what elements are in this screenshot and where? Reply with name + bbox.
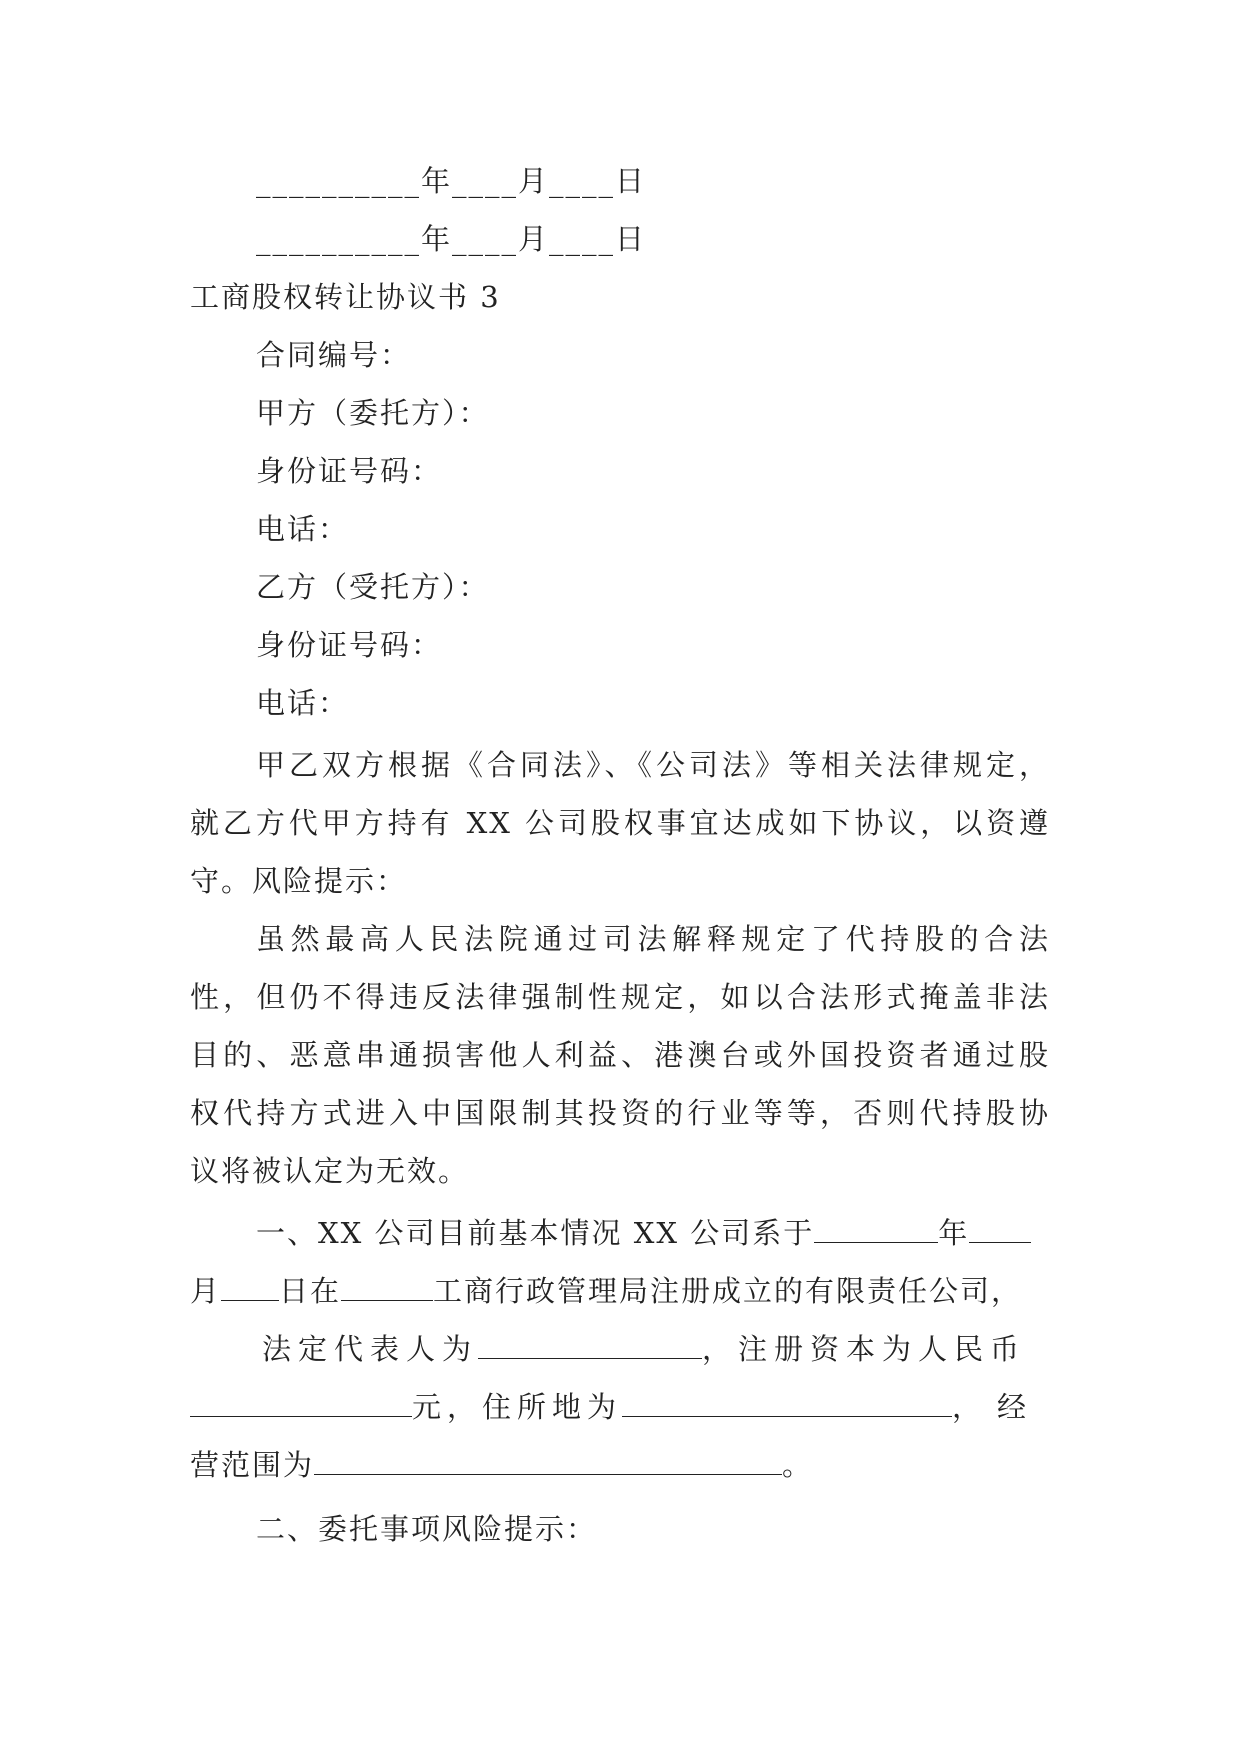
day-label: 日 — [615, 222, 647, 256]
intro-line-3: 守。风险提示： — [190, 864, 408, 898]
business-scope-label: 营范围为 — [190, 1448, 315, 1482]
day-label: 日在 — [279, 1274, 342, 1308]
risk-line-1: 虽然最高人民法院通过司法解释规定了代持股的合法 — [256, 922, 1050, 956]
address-label: 元，住所地为 — [412, 1390, 623, 1424]
risk-line-2: 性，但仍不得违反法律强制性规定，如以合法形式掩盖非法 — [190, 980, 1050, 1014]
day-label: 日 — [615, 164, 647, 198]
section-1-text: 工商行政管理局注册成立的有限责任公司， — [433, 1274, 1023, 1308]
section-1-line-5 — [190, 1436, 1050, 1494]
section-1-line-1 — [190, 1204, 1050, 1262]
month-blank: ____ — [452, 164, 519, 198]
party-a-phone-field: 电话： — [256, 512, 350, 546]
year-label: 年 — [938, 1216, 970, 1250]
section-2-heading: 二、委托事项风险提示： — [256, 1512, 598, 1546]
year-blank: __________ — [256, 164, 421, 198]
risk-line-5: 议将被认定为无效。 — [190, 1154, 470, 1188]
blank-month — [969, 1218, 1031, 1243]
risk-line-3: 目的、恶意串通损害他人利益、港澳台或外国投资者通过股 — [190, 1038, 1050, 1072]
month-label: 月 — [518, 164, 550, 198]
party-b-field: 乙方（受托方）： — [256, 570, 490, 604]
blank-day — [221, 1276, 279, 1301]
section-1-line-3 — [190, 1320, 1050, 1378]
blank-year — [814, 1218, 938, 1243]
contract-number-field: 合同编号： — [256, 338, 412, 372]
section-1-line-4 — [190, 1378, 1050, 1436]
blank-bureau — [341, 1276, 433, 1301]
year-label: 年 — [421, 222, 453, 256]
day-blank: ____ — [549, 222, 616, 256]
month-label: 月 — [190, 1274, 222, 1308]
risk-line-4: 权代持方式进入中国限制其投资的行业等等，否则代持股协 — [190, 1096, 1050, 1130]
blank-address — [622, 1392, 952, 1417]
day-blank: ____ — [549, 164, 616, 198]
date-line-1 — [190, 152, 1050, 210]
blank-capital — [190, 1392, 412, 1417]
intro-line-1: 甲乙双方根据《合同法》、《公司法》等相关法律规定， — [256, 748, 1050, 782]
party-b-id-field: 身份证号码： — [256, 628, 443, 662]
party-a-field: 甲方（委托方）： — [256, 396, 490, 430]
party-a-id-field: 身份证号码： — [256, 454, 443, 488]
capital-label: ，注册资本为人民币 — [702, 1332, 1027, 1366]
period: 。 — [782, 1448, 814, 1482]
intro-line-2: 就乙方代甲方持有 XX 公司股权事宜达成如下协议，以资遵 — [190, 806, 1050, 840]
section-1-line-2 — [190, 1262, 1050, 1320]
section-1-text: 一、XX 公司目前基本情况 XX 公司系于 — [256, 1216, 815, 1250]
party-b-phone-field: 电话： — [256, 686, 350, 720]
blank-legal-rep — [478, 1334, 702, 1359]
blank-business-scope — [314, 1450, 782, 1475]
year-blank: __________ — [256, 222, 421, 256]
month-blank: ____ — [452, 222, 519, 256]
business-label-start: ，经 — [952, 1390, 1043, 1424]
month-label: 月 — [518, 222, 550, 256]
date-line-2 — [190, 210, 1050, 268]
year-label: 年 — [421, 164, 453, 198]
document-title: 工商股权转让协议书 3 — [190, 280, 501, 314]
legal-rep-label: 法定代表人为 — [262, 1332, 479, 1366]
